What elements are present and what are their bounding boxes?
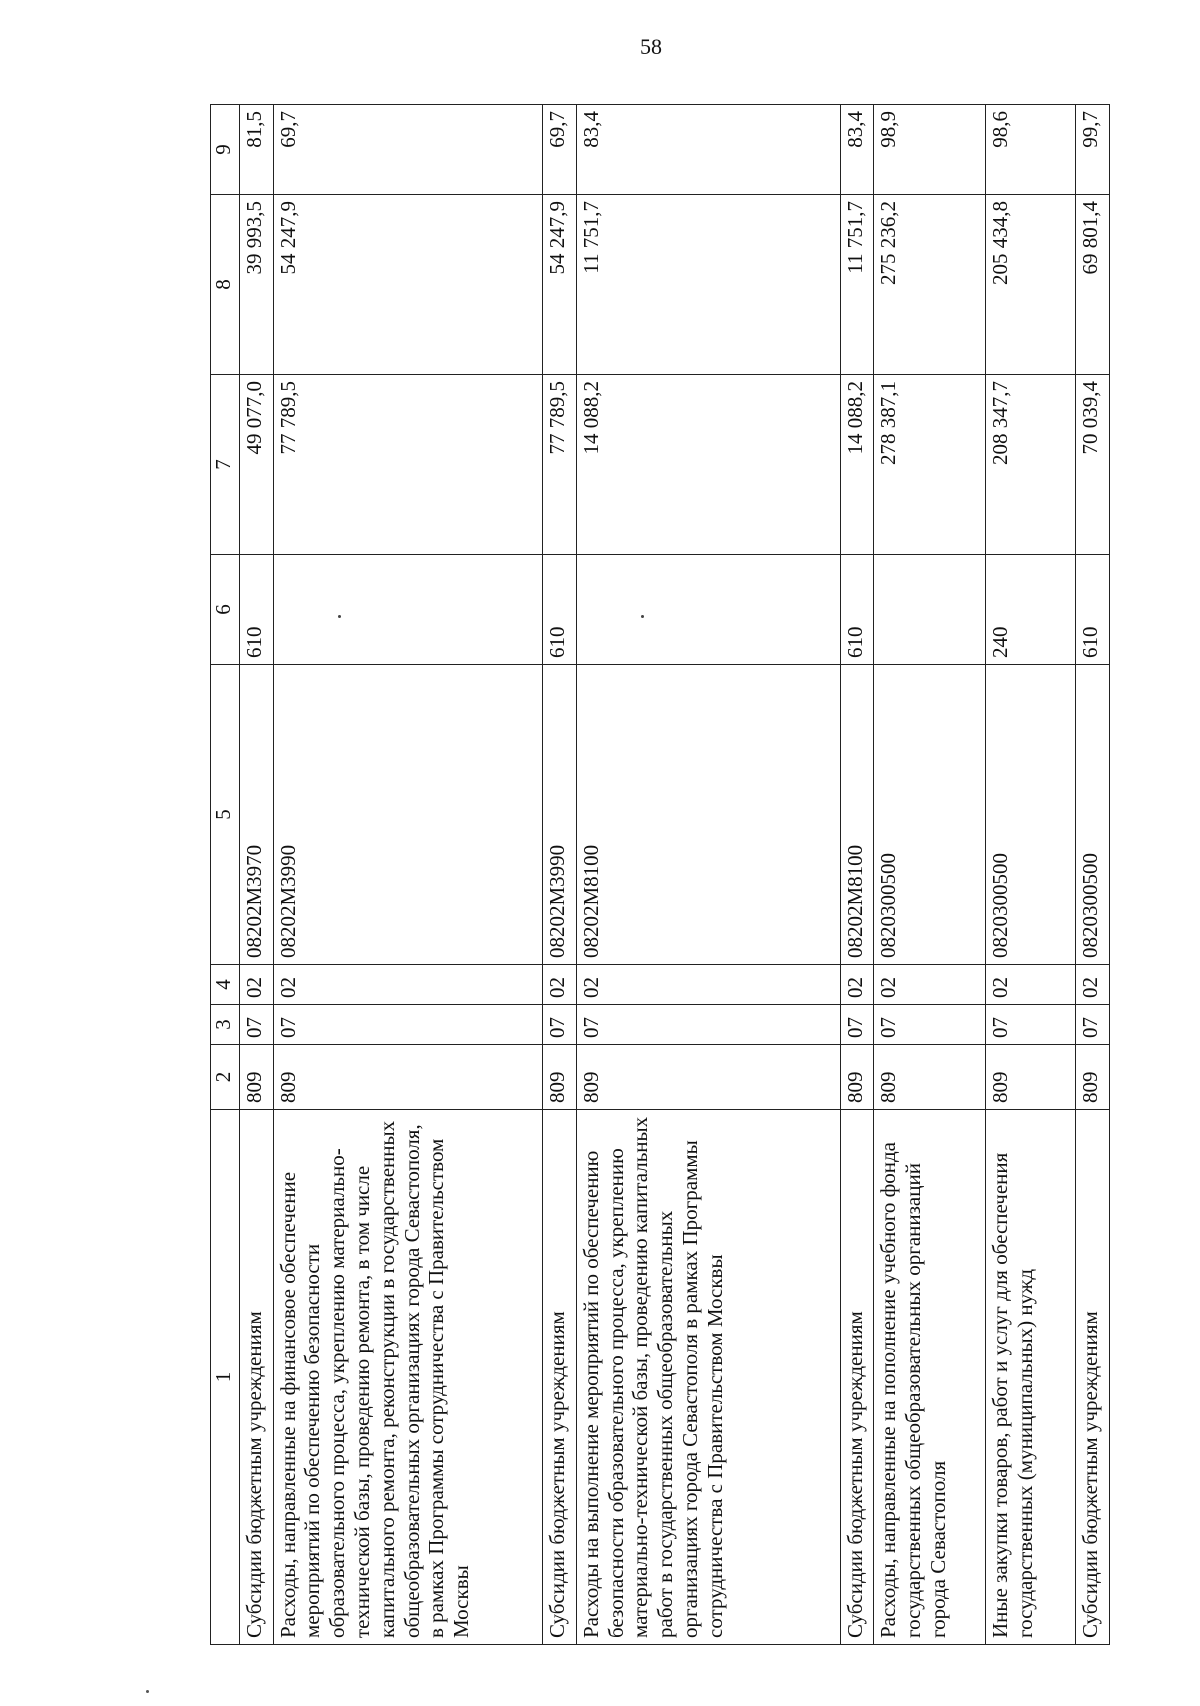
col-header-4: 4 xyxy=(211,965,240,1005)
scan-speck-mark xyxy=(146,1690,149,1693)
row-code-expense-type: 610 xyxy=(1076,555,1110,665)
row-amount-actual: 39 993,5 xyxy=(240,195,274,375)
row-code-subsection: 02 xyxy=(874,965,986,1005)
col-header-7: 7 xyxy=(211,375,240,555)
row-code-target: 08202М8100 xyxy=(840,665,874,965)
row-code-expense-type: 610 xyxy=(240,555,274,665)
table-row xyxy=(273,105,542,1645)
row-percent: 98,6 xyxy=(986,105,1076,195)
table-row xyxy=(543,105,577,1645)
row-code-section: 07 xyxy=(1076,1005,1110,1045)
col-header-3: 3 xyxy=(211,1005,240,1045)
table-row xyxy=(1076,105,1110,1645)
rotated-table-container xyxy=(210,105,1110,1645)
row-amount-actual: 11 751,7 xyxy=(576,195,840,375)
stray-dot-mark xyxy=(641,615,644,618)
row-code-subsection: 02 xyxy=(543,965,577,1005)
row-code-expense-type xyxy=(273,555,542,665)
row-description: Расходы на выполнение мероприятий по обеспечению безопасности образовательного процесса, укреплению материально-технической базы, проведению капитальных работ в государственных общеобразовательных организациях города Севастополя в рамках Программы сотрудничества с Правительством Москвы xyxy=(576,1110,840,1645)
row-code-subsection: 02 xyxy=(1076,965,1110,1005)
col-header-6: 6 xyxy=(211,555,240,665)
row-percent: 81,5 xyxy=(240,105,274,195)
row-description: Субсидии бюджетным учреждениям xyxy=(840,1110,874,1645)
row-code-expense-type: 240 xyxy=(986,555,1076,665)
row-code-subsection: 02 xyxy=(273,965,542,1005)
row-code-ministry: 809 xyxy=(576,1045,840,1110)
row-amount-actual: 11 751,7 xyxy=(840,195,874,375)
row-amount-actual: 69 801,4 xyxy=(1076,195,1110,375)
row-code-section: 07 xyxy=(240,1005,274,1045)
row-amount-plan: 278 387,1 xyxy=(874,375,986,555)
row-amount-plan: 14 088,2 xyxy=(840,375,874,555)
row-description: Субсидии бюджетным учреждениям xyxy=(240,1110,274,1645)
row-description: Субсидии бюджетным учреждениям xyxy=(543,1110,577,1645)
row-code-section: 07 xyxy=(273,1005,542,1045)
table-row xyxy=(840,105,874,1645)
row-amount-plan: 14 088,2 xyxy=(576,375,840,555)
row-description: Иные закупки товаров, работ и услуг для обеспечения государственных (муниципальных) нужд xyxy=(986,1110,1076,1645)
col-header-1: 1 xyxy=(211,1110,240,1645)
row-code-ministry: 809 xyxy=(1076,1045,1110,1110)
row-code-ministry: 809 xyxy=(543,1045,577,1110)
col-header-9: 9 xyxy=(211,105,240,195)
row-code-target: 08202М8100 xyxy=(576,665,840,965)
row-percent: 83,4 xyxy=(840,105,874,195)
row-code-section: 07 xyxy=(874,1005,986,1045)
budget-table xyxy=(210,104,1110,1645)
row-amount-actual: 205 434,8 xyxy=(986,195,1076,375)
row-code-target: 08202М3990 xyxy=(543,665,577,965)
row-percent: 69,7 xyxy=(543,105,577,195)
row-code-subsection: 02 xyxy=(986,965,1076,1005)
row-code-ministry: 809 xyxy=(240,1045,274,1110)
row-code-expense-type: 610 xyxy=(840,555,874,665)
row-percent: 83,4 xyxy=(576,105,840,195)
row-percent: 99,7 xyxy=(1076,105,1110,195)
row-amount-plan: 77 789,5 xyxy=(273,375,542,555)
row-code-expense-type xyxy=(576,555,840,665)
row-code-target: 0820300500 xyxy=(1076,665,1110,965)
row-code-ministry: 809 xyxy=(874,1045,986,1110)
row-amount-plan: 49 077,0 xyxy=(240,375,274,555)
row-code-target: 08202М3990 xyxy=(273,665,542,965)
row-code-section: 07 xyxy=(576,1005,840,1045)
page-number: 58 xyxy=(640,34,662,59)
row-percent: 98,9 xyxy=(874,105,986,195)
row-code-subsection: 02 xyxy=(840,965,874,1005)
header-row xyxy=(211,105,240,1645)
row-description: Расходы, направленные на финансовое обеспечение мероприятий по обеспечению безопасности образовательного процесса, укреплению материально-технической базы, проведению ремонта, в том числе капитального ремонта, реконструкции в государственных общеобразовательных организациях города Севастополя, в рамках Программы сотрудничества с Правительством Москвы xyxy=(273,1110,542,1645)
row-code-ministry: 809 xyxy=(986,1045,1076,1110)
row-code-section: 07 xyxy=(543,1005,577,1045)
row-code-subsection: 02 xyxy=(240,965,274,1005)
table-row xyxy=(986,105,1076,1645)
row-amount-plan: 70 039,4 xyxy=(1076,375,1110,555)
row-amount-actual: 275 236,2 xyxy=(874,195,986,375)
row-code-ministry: 809 xyxy=(273,1045,542,1110)
table-row xyxy=(874,105,986,1645)
row-code-target: 0820300500 xyxy=(986,665,1076,965)
col-header-8: 8 xyxy=(211,195,240,375)
row-amount-actual: 54 247,9 xyxy=(543,195,577,375)
row-amount-plan: 208 347,7 xyxy=(986,375,1076,555)
row-code-section: 07 xyxy=(986,1005,1076,1045)
row-code-target: 0820300500 xyxy=(874,665,986,965)
row-description: Расходы, направленные на пополнение учебного фонда государственных общеобразовательных организаций города Севастополя xyxy=(874,1110,986,1645)
row-code-expense-type xyxy=(874,555,986,665)
row-description: Субсидии бюджетным учреждениям xyxy=(1076,1110,1110,1645)
row-amount-plan: 77 789,5 xyxy=(543,375,577,555)
row-code-subsection: 02 xyxy=(576,965,840,1005)
row-code-ministry: 809 xyxy=(840,1045,874,1110)
row-percent: 69,7 xyxy=(273,105,542,195)
stray-dot-mark xyxy=(338,615,341,618)
row-code-target: 08202М3970 xyxy=(240,665,274,965)
col-header-2: 2 xyxy=(211,1045,240,1110)
row-code-section: 07 xyxy=(840,1005,874,1045)
row-code-expense-type: 610 xyxy=(543,555,577,665)
row-amount-actual: 54 247,9 xyxy=(273,195,542,375)
col-header-5: 5 xyxy=(211,665,240,965)
table-row xyxy=(576,105,840,1645)
table-row xyxy=(240,105,274,1645)
